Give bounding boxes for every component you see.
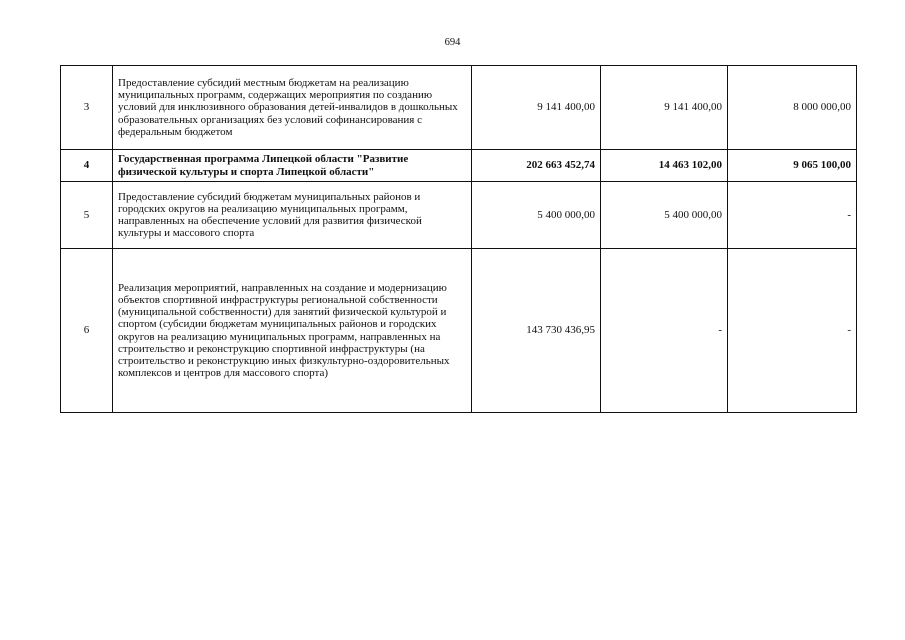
table-row — [61, 66, 857, 150]
row-value-3: - — [728, 182, 857, 249]
row-number: 5 — [61, 182, 113, 249]
row-value-3: 9 065 100,00 — [728, 150, 857, 182]
table-row — [61, 249, 857, 413]
row-value-1: 9 141 400,00 — [472, 66, 601, 150]
row-number: 6 — [61, 249, 113, 413]
row-value-2: 9 141 400,00 — [601, 66, 728, 150]
row-number: 4 — [61, 150, 113, 182]
row-value-2: - — [601, 249, 728, 413]
row-value-2: 14 463 102,00 — [601, 150, 728, 182]
row-value-3: - — [728, 249, 857, 413]
row-value-3: 8 000 000,00 — [728, 66, 857, 150]
table-row — [61, 150, 857, 182]
row-value-1: 143 730 436,95 — [472, 249, 601, 413]
row-description: Предоставление субсидий бюджетам муниципальных районов и городских округов на реализацию муниципальных программ, направленных на обеспечение условий для развития физической культуры и массового спорта — [113, 182, 472, 249]
row-number: 3 — [61, 66, 113, 150]
table-row — [61, 182, 857, 249]
row-description: Реализация мероприятий, направленных на создание и модернизацию объектов спортивной инфраструктуры региональной собственности (муниципальной собственности) для занятий физической культурой и спортом (субсидии бюджетам муниципальных районов и городских округов на реализацию муниципальных программ, направленных на строительство и реконструкцию спортивной инфраструктуры (на строительство и реконструкцию иных физкультурно-оздоровительных комплексов и центров для массового спорта) — [113, 249, 472, 413]
row-description: Государственная программа Липецкой области "Развитие физической культуры и спорта Липецкой области" — [113, 150, 472, 182]
row-value-1: 202 663 452,74 — [472, 150, 601, 182]
page-number: 694 — [444, 37, 461, 48]
row-value-2: 5 400 000,00 — [601, 182, 728, 249]
budget-table — [60, 65, 857, 413]
row-value-1: 5 400 000,00 — [472, 182, 601, 249]
row-description: Предоставление субсидий местным бюджетам на реализацию муниципальных программ, содержащих мероприятия по созданию условий для инклюзивного образования детей-инвалидов в дошкольных образовательных организациях без условий софинансирования с федеральным бюджетом — [113, 66, 472, 150]
